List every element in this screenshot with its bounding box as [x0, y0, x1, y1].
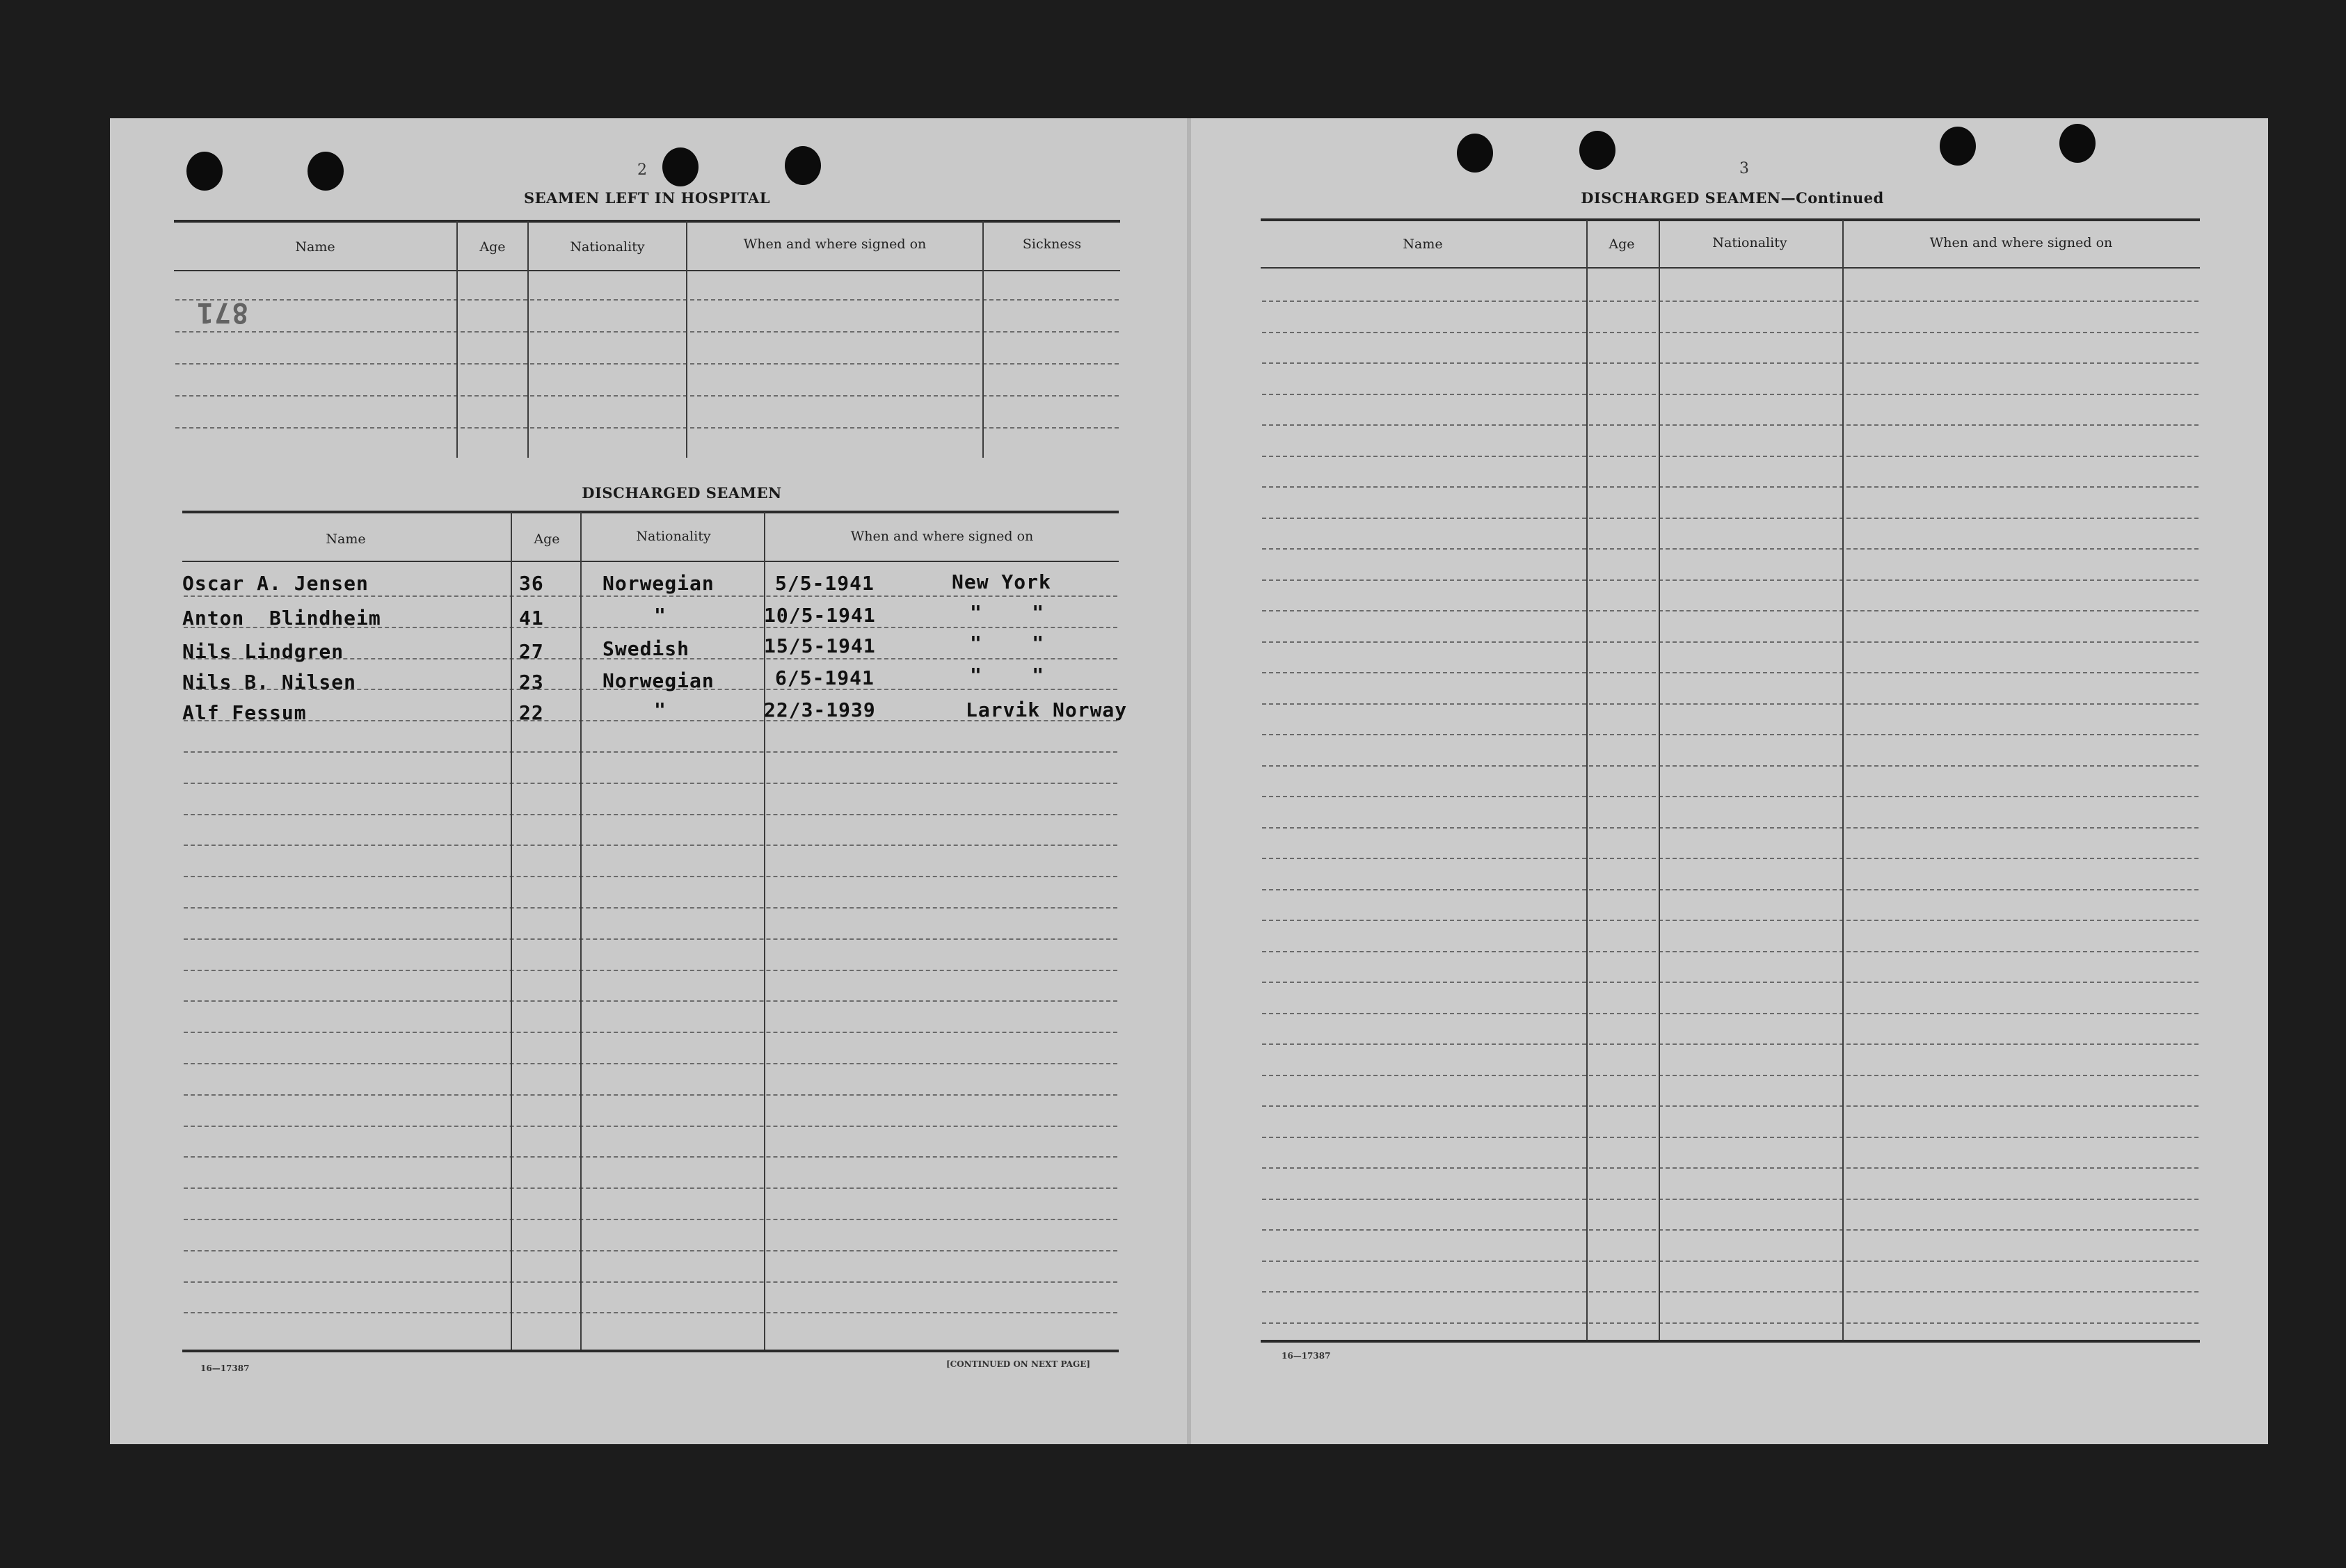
right-ruled-line: [1262, 301, 2199, 302]
hospital-col-divider: [982, 221, 984, 458]
right-ruled-line: [1262, 858, 2199, 859]
seaman-signed-place: " ": [970, 601, 1045, 624]
right-ruled-line: [1262, 1199, 2199, 1200]
right-ruled-line: [1262, 982, 2199, 983]
discharged-ruled-line: [184, 595, 1117, 597]
right-ruled-line: [1262, 1167, 2199, 1169]
punch-hole: [662, 147, 699, 186]
right-col-divider: [1842, 220, 1844, 1341]
hospital-header-name: Name: [295, 239, 335, 255]
right-header-nationality: Nationality: [1712, 235, 1787, 250]
discharged-ruled-line: [184, 1032, 1117, 1033]
right-ruled-line: [1262, 610, 2199, 611]
right-header-signed-on: When and where signed on: [1929, 235, 2113, 250]
stamp-number: 871: [196, 296, 249, 328]
right-ruled-line: [1262, 951, 2199, 952]
right-ruled-line: [1262, 548, 2199, 550]
seaman-age: 23: [519, 671, 544, 694]
discharged-ruled-line: [184, 751, 1117, 753]
discharged-ruled-line: [184, 970, 1117, 971]
right-ruled-line: [1262, 1013, 2199, 1014]
page-number: 2: [637, 161, 647, 179]
seaman-signed-date: 10/5-1941: [764, 604, 876, 627]
discharged-header-rule: [182, 561, 1119, 562]
seaman-signed-place: " ": [970, 664, 1045, 687]
seaman-signed-place: Larvik Norway: [966, 698, 1128, 721]
right-ruled-line: [1262, 641, 2199, 643]
seaman-signed-date: 5/5-1941: [775, 572, 875, 595]
discharged-header-signed-on: When and where signed on: [850, 529, 1034, 544]
seaman-name: Oscar A. Jensen: [182, 572, 369, 595]
punch-hole: [785, 146, 821, 185]
right-ruled-line: [1262, 518, 2199, 519]
seaman-name: Nils Lindgren: [182, 640, 344, 663]
right-ruled-line: [1262, 1322, 2199, 1324]
right-col-divider: [1586, 220, 1588, 1341]
seaman-age: 27: [519, 640, 544, 663]
right-ruled-line: [1262, 394, 2199, 395]
seaman-age: 41: [519, 607, 544, 630]
right-ruled-line: [1262, 827, 2199, 829]
hospital-col-divider: [527, 221, 529, 458]
discharged-ruled-line: [184, 1063, 1117, 1064]
discharged-ruled-line: [184, 845, 1117, 846]
discharged-ruled-line: [184, 1281, 1117, 1283]
right-ruled-line: [1262, 486, 2199, 488]
seaman-name: Anton Blindheim: [182, 607, 381, 630]
right-ruled-line: [1262, 579, 2199, 581]
right-ruled-line: [1262, 1261, 2199, 1262]
discharged-ruled-line: [184, 1250, 1117, 1251]
seaman-nationality: Swedish: [603, 637, 690, 660]
hospital-col-divider: [456, 221, 458, 458]
right-ruled-line: [1262, 703, 2199, 705]
hospital-header-rule: [174, 270, 1120, 271]
right-ruled-line: [1262, 734, 2199, 735]
punch-hole: [1940, 127, 1976, 166]
seaman-name: Nils B. Nilsen: [182, 671, 357, 694]
right-ruled-line: [1262, 889, 2199, 890]
discharged-ruled-line: [184, 1000, 1117, 1002]
right-ruled-line: [1262, 1043, 2199, 1045]
right-top-rule: [1261, 218, 2200, 221]
discharged-bottom-rule: [182, 1350, 1119, 1352]
seaman-signed-date: 15/5-1941: [764, 634, 876, 657]
seaman-signed-date: 22/3-1939: [764, 698, 876, 721]
continued-note: [CONTINUED ON NEXT PAGE]: [946, 1359, 1091, 1369]
right-header-age: Age: [1609, 237, 1635, 252]
discharged-ruled-line: [184, 876, 1117, 877]
form-number: 16—17387: [200, 1363, 250, 1373]
seaman-age: 22: [519, 701, 544, 724]
discharged-col-divider: [580, 512, 582, 1351]
discharged-ruled-line: [184, 783, 1117, 784]
discharged-continued-title: DISCHARGED SEAMEN—Continued: [1581, 189, 1884, 207]
seaman-signed-date: 6/5-1941: [775, 666, 875, 689]
right-col-divider: [1659, 220, 1660, 1341]
discharged-header-age: Age: [534, 531, 560, 547]
hospital-ruled-line: [175, 331, 1119, 333]
hospital-ruled-line: [175, 395, 1119, 397]
hospital-ruled-line: [175, 427, 1119, 429]
right-ruled-line: [1262, 424, 2199, 426]
left-page: [110, 118, 1190, 1444]
hospital-ruled-line: [175, 299, 1119, 301]
right-ruled-line: [1262, 796, 2199, 797]
right-ruled-line: [1262, 332, 2199, 333]
discharged-ruled-line: [184, 907, 1117, 909]
discharged-ruled-line: [184, 938, 1117, 940]
discharged-ruled-line: [184, 1156, 1117, 1158]
seaman-nationality: Norwegian: [603, 572, 715, 595]
punch-hole: [186, 152, 223, 191]
discharged-ruled-line: [184, 1094, 1117, 1096]
right-header-name: Name: [1403, 237, 1443, 252]
punch-hole: [308, 152, 344, 191]
discharged-header-nationality: Nationality: [636, 529, 711, 544]
discharged-top-rule: [182, 511, 1119, 513]
punch-hole: [1579, 131, 1615, 170]
discharged-ruled-line: [184, 1126, 1117, 1127]
seaman-name: Alf Fessum: [182, 701, 307, 724]
right-ruled-line: [1262, 456, 2199, 457]
right-ruled-line: [1262, 1229, 2199, 1231]
page-number: 3: [1739, 160, 1749, 177]
seaman-age: 36: [519, 572, 544, 595]
discharged-header-name: Name: [326, 531, 366, 547]
seaman-signed-place: New York: [952, 570, 1051, 593]
page-gutter: [1187, 118, 1191, 1444]
hospital-header-nationality: Nationality: [570, 239, 645, 255]
hospital-ruled-line: [175, 363, 1119, 365]
hospital-header-age: Age: [479, 239, 506, 255]
right-ruled-line: [1262, 765, 2199, 767]
right-ruled-line: [1262, 672, 2199, 673]
punch-hole: [1457, 134, 1493, 173]
right-ruled-line: [1262, 1291, 2199, 1293]
seaman-nationality: Norwegian: [603, 669, 715, 692]
hospital-col-divider: [686, 221, 687, 458]
seaman-signed-place: " ": [970, 632, 1045, 655]
right-page: [1190, 118, 2268, 1444]
hospital-header-signed-on: When and where signed on: [743, 237, 927, 252]
form-number: 16—17387: [1282, 1351, 1331, 1361]
right-ruled-line: [1262, 1137, 2199, 1138]
right-bottom-rule: [1261, 1340, 2200, 1343]
discharged-ruled-line: [184, 1219, 1117, 1220]
hospital-top-rule: [174, 220, 1120, 223]
seaman-nationality: ": [654, 698, 667, 721]
punch-hole: [2059, 124, 2096, 163]
seaman-nationality: ": [654, 604, 667, 627]
right-header-rule: [1261, 267, 2200, 269]
discharged-ruled-line: [184, 1187, 1117, 1189]
right-ruled-line: [1262, 1075, 2199, 1076]
discharged-ruled-line: [184, 814, 1117, 815]
discharged-section-title: DISCHARGED SEAMEN: [582, 484, 782, 502]
right-ruled-line: [1262, 1105, 2199, 1107]
hospital-header-sickness: Sickness: [1022, 237, 1082, 252]
hospital-section-title: SEAMEN LEFT IN HOSPITAL: [523, 189, 771, 207]
right-ruled-line: [1262, 362, 2199, 364]
discharged-ruled-line: [184, 1312, 1117, 1313]
discharged-col-divider: [511, 512, 512, 1351]
right-ruled-line: [1262, 920, 2199, 921]
